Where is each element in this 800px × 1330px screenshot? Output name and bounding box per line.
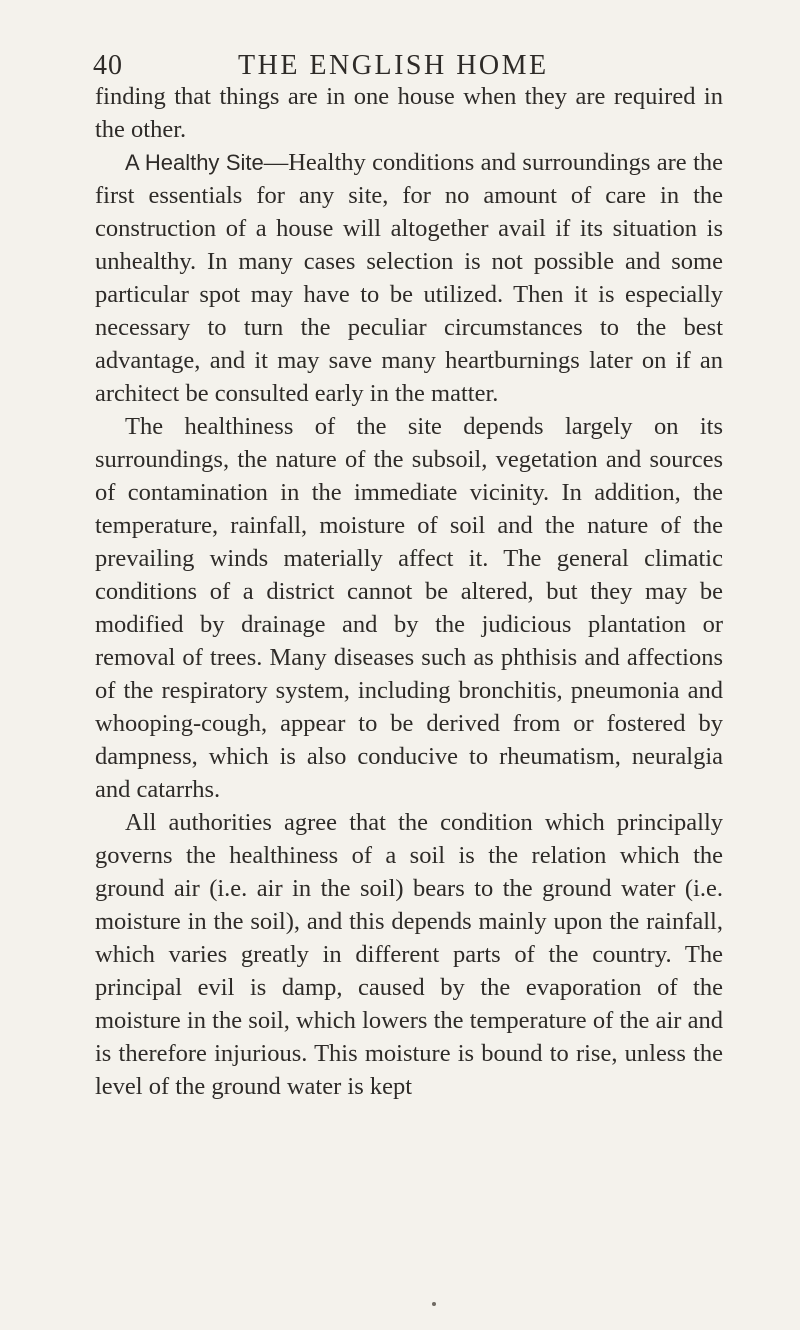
section-heading-healthy-site: A Healthy Site — [125, 150, 264, 175]
print-speck — [432, 1302, 436, 1306]
paragraph-healthy-site — [95, 146, 723, 410]
running-head-title: THE ENGLISH HOME — [238, 50, 549, 81]
paragraph-healthiness: The healthiness of the site depends largely on its surroundings, the nature of the subsoil, vegetation and sources of contamination in the immediate vicinity. In addition, the temperature, rainfall, moisture of soil and the nature of the prevailing winds materially affect it. The general climatic conditions of a district cannot be altered, but they may be modified by drainage and by the judicious plantation or removal of trees. Many diseases such as phthisis and affections of the respiratory system, including bronchitis, pneumonia and whooping-cough, appear to be derived from or fostered by dampness, which is also conducive to rheumatism, neuralgia and catarrhs. — [95, 413, 723, 803]
body-text — [95, 80, 723, 1103]
paragraph-healthy-site-text: —Healthy conditions and surroundings are the first essentials for any site, for no amount of care in the construction of a house will altogether avail if its situation is unhealthy. In many cases selection is not possible and some particular spot may have to be utilized. Then it is especially necessary to turn the peculiar circumstances to the best advantage, and it may save many heartburnings later on if an architect be consulted early in the matter. — [95, 149, 724, 407]
page-number: 40 — [93, 50, 123, 81]
paragraph-continuation: finding that things are in one house when they are required in the other. — [95, 83, 723, 143]
paragraph-authorities: All authorities agree that the condition which principally governs the healthiness of a soil is the relation which the ground air (i.e. air in the soil) bears to the ground water (i.e. moisture in the soil), and this depends mainly upon the rainfall, which varies greatly in different parts of the country. The principal evil is damp, caused by the evaporation of the moisture in the soil, which lowers the temperature of the air and is therefore injurious. This moisture is bound to rise, unless the level of the ground water is kept — [95, 809, 723, 1100]
